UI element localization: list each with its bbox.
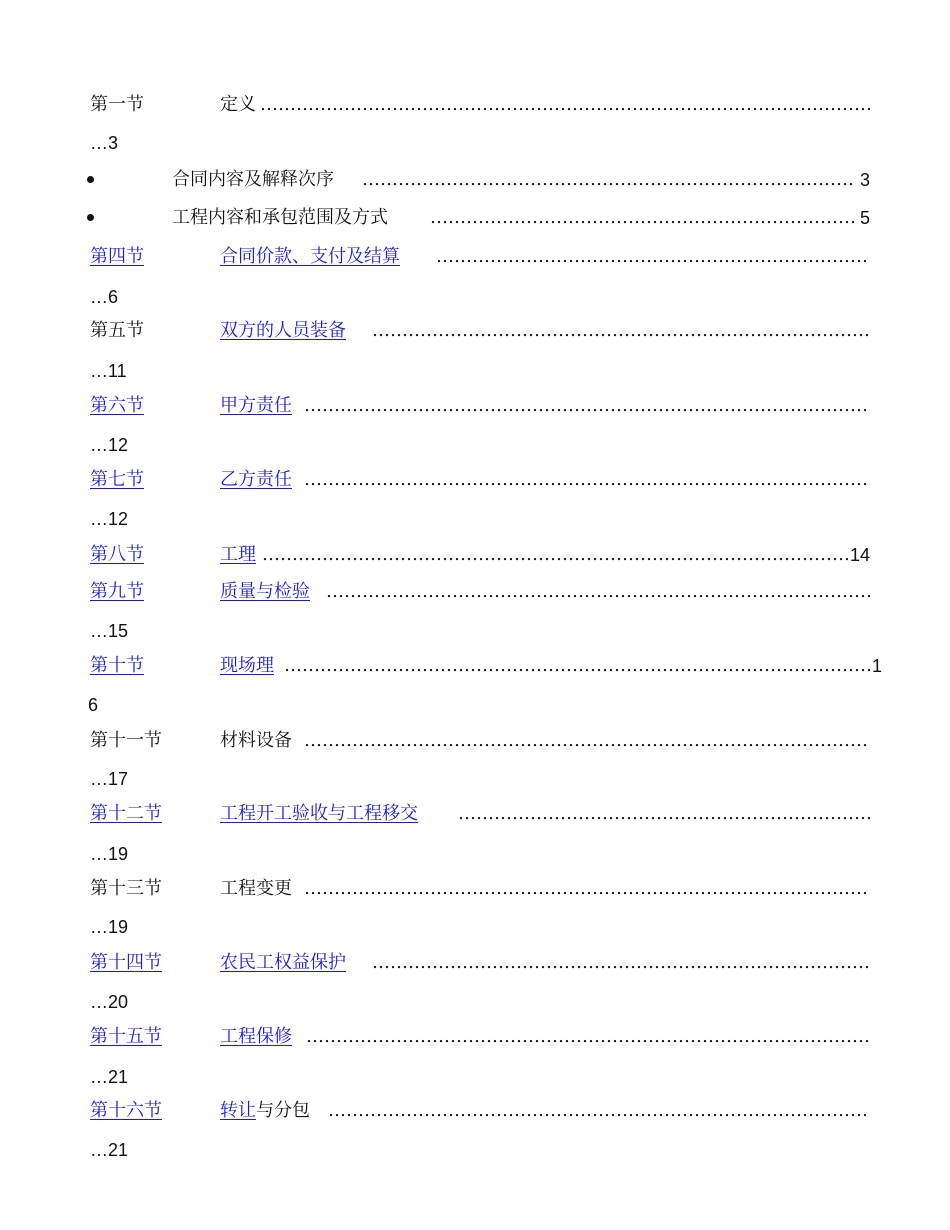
toc-entry[interactable] (90, 1024, 870, 1050)
toc-entry-title: 材料设备 (220, 730, 292, 751)
toc-page-number: …20 (90, 992, 129, 1012)
toc-entry[interactable] (90, 92, 870, 118)
toc-entry[interactable] (90, 579, 870, 605)
toc-title-rest: 与分包 (256, 1100, 310, 1121)
toc-section-label[interactable]: 第十五节 (90, 1026, 162, 1047)
toc-section-label[interactable]: 第八节 (90, 544, 144, 565)
toc-page-number: …19 (90, 917, 129, 937)
toc-page-number: …12 (90, 509, 129, 529)
dot-leader (326, 579, 870, 605)
toc-section-label: 第一节 (90, 94, 144, 115)
toc-section-label: 第十一节 (90, 730, 162, 751)
toc-section-label[interactable]: 第七节 (90, 469, 144, 490)
toc-page-number: 6 (88, 695, 99, 715)
toc-page-number: …6 (90, 287, 119, 307)
dot-leader (362, 167, 856, 193)
toc-page-number: …11 (90, 361, 127, 381)
bullet-icon (87, 214, 94, 221)
toc-section-label[interactable]: 第六节 (90, 395, 144, 416)
toc-entry-title[interactable]: 质量与检验 (220, 581, 310, 602)
toc-entry[interactable] (90, 318, 870, 344)
toc-entry-title[interactable]: 合同价款、支付及结算 (220, 246, 400, 267)
toc-entry-title (220, 1098, 310, 1124)
dot-leader (372, 950, 870, 976)
toc-entry-title: 工程内容和承包范围及方式 (172, 207, 388, 228)
toc-entry[interactable] (90, 542, 870, 568)
dot-leader (328, 1098, 870, 1124)
toc-entry[interactable] (172, 167, 870, 193)
dot-leader (262, 542, 848, 568)
dot-leader (304, 467, 870, 493)
toc-page-number: 1 (872, 653, 882, 679)
dot-leader (260, 92, 870, 118)
dot-leader (430, 205, 856, 231)
dot-leader (458, 801, 870, 827)
dot-leader (306, 1024, 870, 1050)
dot-leader (372, 318, 870, 344)
toc-entry-title[interactable]: 农民工权益保护 (220, 952, 346, 973)
toc-section-label[interactable]: 第十四节 (90, 952, 162, 973)
toc-entry[interactable] (90, 876, 870, 902)
toc-page-number: 5 (860, 205, 870, 231)
toc-entry-title[interactable]: 工程开工验收与工程移交 (220, 803, 418, 824)
toc-entry[interactable] (90, 950, 870, 976)
bullet-icon (87, 176, 94, 183)
dot-leader (304, 728, 870, 754)
toc-entry[interactable] (90, 393, 870, 419)
dot-leader (284, 653, 872, 679)
toc-entry-title[interactable]: 现场理 (220, 655, 274, 676)
toc-section-label: 第五节 (90, 320, 144, 341)
toc-entry-title[interactable]: 乙方责任 (220, 469, 292, 490)
toc-page-number: …15 (90, 621, 129, 641)
toc-entry[interactable] (172, 205, 870, 231)
toc-page-number: …21 (90, 1140, 129, 1160)
toc-entry-title: 合同内容及解释次序 (172, 169, 334, 190)
toc-entry[interactable] (90, 244, 870, 270)
toc-entry[interactable] (90, 728, 870, 754)
toc-entry-title[interactable]: 工程保修 (220, 1026, 292, 1047)
toc-entry[interactable] (90, 467, 870, 493)
toc-entry-title[interactable]: 甲方责任 (220, 395, 292, 416)
toc-entry-title: 定义 (220, 94, 256, 115)
dot-leader (304, 393, 870, 419)
toc-page-number: …12 (90, 435, 129, 455)
toc-page-number: …19 (90, 844, 129, 864)
toc-entry[interactable] (90, 1098, 870, 1124)
toc-page-number: …3 (90, 133, 119, 153)
dot-leader (436, 244, 870, 270)
toc-entry-title[interactable]: 双方的人员装备 (220, 320, 346, 341)
toc-section-label[interactable]: 第十六节 (90, 1100, 162, 1121)
toc-section-label[interactable]: 第十二节 (90, 803, 162, 824)
toc-entry-title[interactable]: 工理 (220, 544, 256, 565)
toc-page-number: 3 (860, 167, 870, 193)
toc-section-label[interactable]: 第四节 (90, 246, 144, 267)
toc-section-label[interactable]: 第九节 (90, 581, 144, 602)
toc-entry[interactable] (90, 653, 882, 679)
dot-leader (304, 876, 870, 902)
toc-entry[interactable] (90, 801, 870, 827)
toc-page-number: …21 (90, 1067, 129, 1087)
toc-section-label[interactable]: 第十节 (90, 655, 144, 676)
toc-page-number: 14 (850, 542, 870, 568)
toc-section-label: 第十三节 (90, 878, 162, 899)
toc-entry-title: 工程变更 (220, 878, 292, 899)
toc-link-text[interactable]: 转让 (220, 1100, 256, 1121)
toc-page-number: …17 (90, 769, 129, 789)
